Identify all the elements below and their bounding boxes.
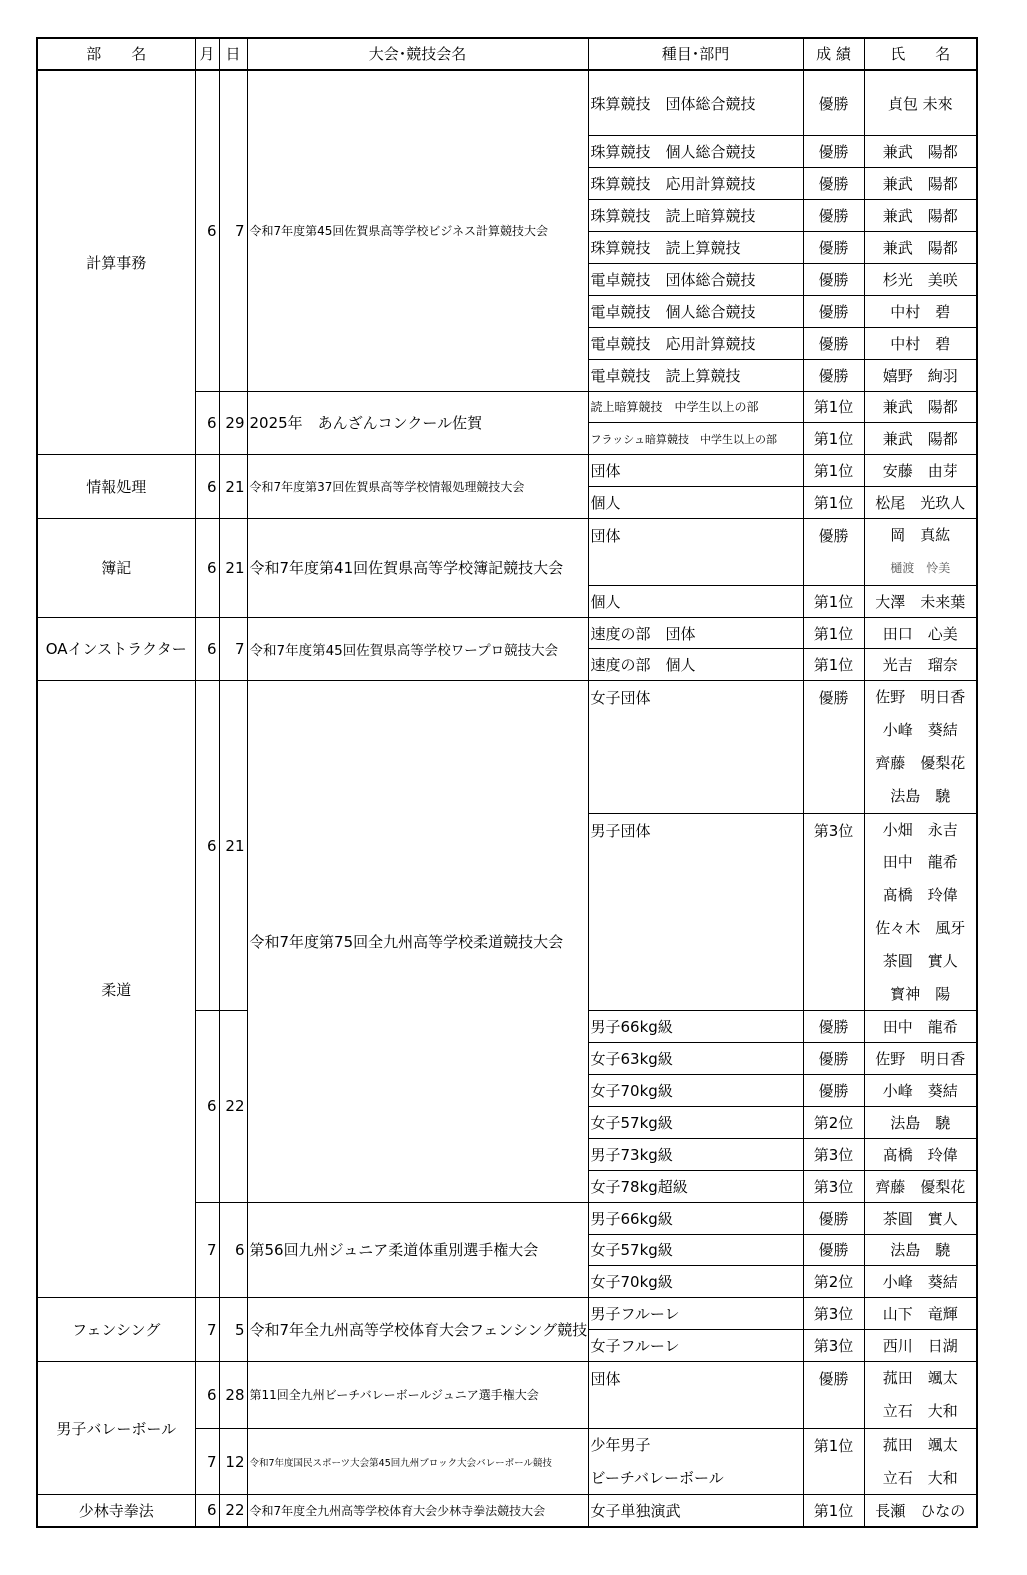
result-cell: 第1位 (803, 423, 864, 455)
result-cell: 第3位 (803, 1330, 864, 1362)
category-cell: 電卓競技 個人総合競技 (588, 295, 803, 327)
member-name: 立石 大和 (882, 1468, 958, 1487)
result-cell: 優勝 (803, 232, 864, 264)
club-cell: OAインストラクター (37, 617, 195, 681)
result-cell: 優勝 (803, 200, 864, 232)
result-cell: 優勝 (803, 1202, 864, 1234)
category-cell: 珠算競技 応用計算競技 (588, 168, 803, 200)
category-cell: 男子団体 (588, 813, 803, 1011)
name-cell: 嬉野 絢羽 (864, 359, 977, 391)
result-cell: 優勝 (803, 136, 864, 168)
table-row (37, 70, 977, 136)
member-name: 小峰 葵結 (882, 721, 958, 740)
name-cell: 貞包 未來 (864, 70, 977, 136)
member-name: 樋渡 怜美 (890, 560, 951, 575)
header-category: 種目･部門 (588, 38, 803, 70)
month-cell: 7 (195, 1428, 219, 1495)
month-cell: 6 (195, 70, 219, 391)
event-cell: 令和7年度第45回佐賀県高等学校ワープロ競技大会 (247, 617, 588, 681)
event-cell: 2025年 あんざんコンクール佐賀 (247, 391, 588, 455)
result-cell: 優勝 (803, 168, 864, 200)
event-cell: 令和7年度第37回佐賀県高等学校情報処理競技大会 (247, 455, 588, 519)
category-cell: 速度の部 個人 (588, 649, 803, 681)
event-cell: 令和7年全九州高等学校体育大会フェンシング競技 (247, 1298, 588, 1362)
name-cell (864, 1428, 977, 1495)
category-cell: 団体 (588, 455, 803, 487)
name-cell: 茶圓 實人 (864, 1202, 977, 1234)
day-cell: 12 (219, 1428, 247, 1495)
member-name: 法島 驍 (890, 786, 951, 805)
result-cell: 第1位 (803, 617, 864, 649)
result-cell: 優勝 (803, 327, 864, 359)
month-cell: 6 (195, 519, 219, 617)
result-cell: 優勝 (803, 1043, 864, 1075)
day-cell: 7 (219, 70, 247, 391)
category-cell: 珠算競技 個人総合競技 (588, 136, 803, 168)
header-result: 成 績 (803, 38, 864, 70)
result-cell: 第3位 (803, 1138, 864, 1170)
name-cell: 髙橋 玲偉 (864, 1138, 977, 1170)
member-name: 菰田 颯太 (882, 1369, 958, 1388)
name-cell: 佐野 明日香 (864, 1043, 977, 1075)
name-cell: 光吉 瑠奈 (864, 649, 977, 681)
member-name: 佐々木 風牙 (875, 918, 966, 937)
name-cell: 小峰 葵結 (864, 1266, 977, 1298)
name-cell: 安藤 由芽 (864, 455, 977, 487)
name-cell (864, 681, 977, 813)
event-cell: 令和7年度第75回全九州高等学校柔道競技大会 (247, 681, 588, 1202)
result-cell: 第1位 (803, 1428, 864, 1495)
month-cell: 6 (195, 681, 219, 1011)
month-cell: 6 (195, 1495, 219, 1527)
header-row (37, 38, 977, 70)
name-cell: 松尾 光玖人 (864, 487, 977, 519)
table-row (37, 1298, 977, 1330)
event-cell: 令和7年度第41回佐賀県高等学校簿記競技大会 (247, 519, 588, 617)
member-name: 茶圓 實人 (882, 951, 958, 970)
name-cell: 兼武 陽都 (864, 168, 977, 200)
category-cell: 女子78kg超級 (588, 1170, 803, 1202)
event-cell: 令和7年度第45回佐賀県高等学校ビジネス計算競技大会 (247, 70, 588, 391)
club-cell: 情報処理 (37, 455, 195, 519)
result-cell: 第1位 (803, 585, 864, 617)
result-cell: 第2位 (803, 1266, 864, 1298)
category-cell: 速度の部 団体 (588, 617, 803, 649)
name-cell: 兼武 陽都 (864, 391, 977, 423)
result-cell: 第1位 (803, 649, 864, 681)
member-name: 小畑 永吉 (882, 820, 958, 839)
category-cell: 読上暗算競技 中学生以上の部 (588, 391, 803, 423)
category-cell: 電卓競技 読上算競技 (588, 359, 803, 391)
result-cell: 第3位 (803, 813, 864, 1011)
name-cell (864, 813, 977, 1011)
name-cell: 兼武 陽都 (864, 200, 977, 232)
category-cell: 個人 (588, 585, 803, 617)
category-cell: 男子66kg級 (588, 1202, 803, 1234)
member-name: 岡 真紘 (890, 526, 951, 545)
month-cell: 7 (195, 1202, 219, 1298)
table-row (37, 617, 977, 649)
result-cell: 優勝 (803, 295, 864, 327)
name-cell: 中村 碧 (864, 327, 977, 359)
result-cell: 第3位 (803, 1298, 864, 1330)
category-cell: 珠算競技 読上算競技 (588, 232, 803, 264)
category-cell: 珠算競技 読上暗算競技 (588, 200, 803, 232)
category-cell: 珠算競技 団体総合競技 (588, 70, 803, 136)
category-cell: 女子70kg級 (588, 1266, 803, 1298)
day-cell: 28 (219, 1362, 247, 1429)
category-cell: 個人 (588, 487, 803, 519)
category-cell: 電卓競技 応用計算競技 (588, 327, 803, 359)
category-line: 少年男子 (590, 1435, 651, 1454)
member-name: 菰田 颯太 (882, 1435, 958, 1454)
day-cell: 21 (219, 455, 247, 519)
name-cell: 長瀬 ひなの (864, 1495, 977, 1527)
table-row (37, 1495, 977, 1527)
result-cell: 第2位 (803, 1106, 864, 1138)
category-cell (588, 1428, 803, 1495)
member-name: 寳神 陽 (890, 984, 951, 1003)
result-cell: 第1位 (803, 487, 864, 519)
header-day: 日 (219, 38, 247, 70)
day-cell: 29 (219, 391, 247, 455)
result-cell: 優勝 (803, 359, 864, 391)
category-cell: 団体 (588, 1362, 803, 1429)
category-cell: 女子57kg級 (588, 1234, 803, 1266)
name-cell: 法島 驍 (864, 1106, 977, 1138)
result-cell: 優勝 (803, 263, 864, 295)
day-cell: 7 (219, 617, 247, 681)
name-cell: 杉光 美咲 (864, 263, 977, 295)
month-cell: 6 (195, 391, 219, 455)
result-cell: 優勝 (803, 1075, 864, 1107)
name-cell (864, 1362, 977, 1429)
name-cell: 法島 驍 (864, 1234, 977, 1266)
name-cell: 田中 龍希 (864, 1011, 977, 1043)
month-cell: 6 (195, 455, 219, 519)
result-cell: 優勝 (803, 519, 864, 586)
header-club: 部 名 (37, 38, 195, 70)
name-cell (864, 519, 977, 586)
category-cell: 女子57kg級 (588, 1106, 803, 1138)
member-name: 立石 大和 (882, 1401, 958, 1420)
name-cell: 小峰 葵結 (864, 1075, 977, 1107)
club-cell: 柔道 (37, 681, 195, 1298)
name-cell: 兼武 陽都 (864, 136, 977, 168)
name-cell: 大澤 未来葉 (864, 585, 977, 617)
club-cell: 簿記 (37, 519, 195, 617)
result-cell: 第3位 (803, 1170, 864, 1202)
result-cell: 第1位 (803, 455, 864, 487)
result-cell: 第1位 (803, 391, 864, 423)
day-cell: 6 (219, 1202, 247, 1298)
category-cell: 女子70kg級 (588, 1075, 803, 1107)
month-cell: 7 (195, 1298, 219, 1362)
day-cell: 21 (219, 681, 247, 1011)
result-cell: 優勝 (803, 1362, 864, 1429)
result-cell: 優勝 (803, 70, 864, 136)
result-cell: 第1位 (803, 1495, 864, 1527)
table-row (37, 455, 977, 487)
club-cell: 男子バレーボール (37, 1362, 195, 1495)
table-row (37, 519, 977, 586)
member-name: 齊藤 優梨花 (875, 753, 966, 772)
event-cell: 令和7年度国民スポーツ大会第45回九州ブロック大会バレーボール競技 (247, 1428, 588, 1495)
day-cell: 22 (219, 1495, 247, 1527)
category-cell: 団体 (588, 519, 803, 586)
club-cell: 計算事務 (37, 70, 195, 455)
result-cell: 優勝 (803, 1011, 864, 1043)
header-name: 氏 名 (864, 38, 977, 70)
header-event: 大会･競技会名 (247, 38, 588, 70)
event-cell: 令和7年度全九州高等学校体育大会少林寺拳法競技大会 (247, 1495, 588, 1527)
month-cell: 6 (195, 1362, 219, 1429)
name-cell: 西川 日湖 (864, 1330, 977, 1362)
category-cell: 電卓競技 団体総合競技 (588, 263, 803, 295)
header-month: 月 (195, 38, 219, 70)
name-cell: 兼武 陽都 (864, 232, 977, 264)
club-cell: フェンシング (37, 1298, 195, 1362)
event-cell: 第56回九州ジュニア柔道体重別選手権大会 (247, 1202, 588, 1298)
member-name: 髙橋 玲偉 (882, 886, 958, 905)
month-cell: 6 (195, 617, 219, 681)
event-cell: 第11回全九州ビーチバレーボールジュニア選手権大会 (247, 1362, 588, 1429)
day-cell: 5 (219, 1298, 247, 1362)
category-cell: 男子66kg級 (588, 1011, 803, 1043)
category-line: ビーチバレーボール (590, 1468, 724, 1487)
name-cell: 中村 碧 (864, 295, 977, 327)
name-cell: 兼武 陽都 (864, 423, 977, 455)
category-cell: 女子単独演武 (588, 1495, 803, 1527)
member-name: 田中 龍希 (882, 853, 958, 872)
name-cell: 山下 竜輝 (864, 1298, 977, 1330)
results-table (36, 37, 978, 1528)
day-cell: 22 (219, 1011, 247, 1202)
name-cell: 齊藤 優梨花 (864, 1170, 977, 1202)
table-row (37, 1362, 977, 1429)
table-row (37, 681, 977, 813)
result-cell: 優勝 (803, 681, 864, 813)
month-cell: 6 (195, 1011, 219, 1202)
category-cell: 女子団体 (588, 681, 803, 813)
club-cell: 少林寺拳法 (37, 1495, 195, 1527)
category-cell: フラッシュ暗算競技 中学生以上の部 (588, 423, 803, 455)
name-cell: 田口 心美 (864, 617, 977, 649)
result-cell: 優勝 (803, 1234, 864, 1266)
category-cell: 女子63kg級 (588, 1043, 803, 1075)
category-cell: 男子フルーレ (588, 1298, 803, 1330)
category-cell: 男子73kg級 (588, 1138, 803, 1170)
member-name: 佐野 明日香 (875, 688, 966, 707)
category-cell: 女子フルーレ (588, 1330, 803, 1362)
day-cell: 21 (219, 519, 247, 617)
